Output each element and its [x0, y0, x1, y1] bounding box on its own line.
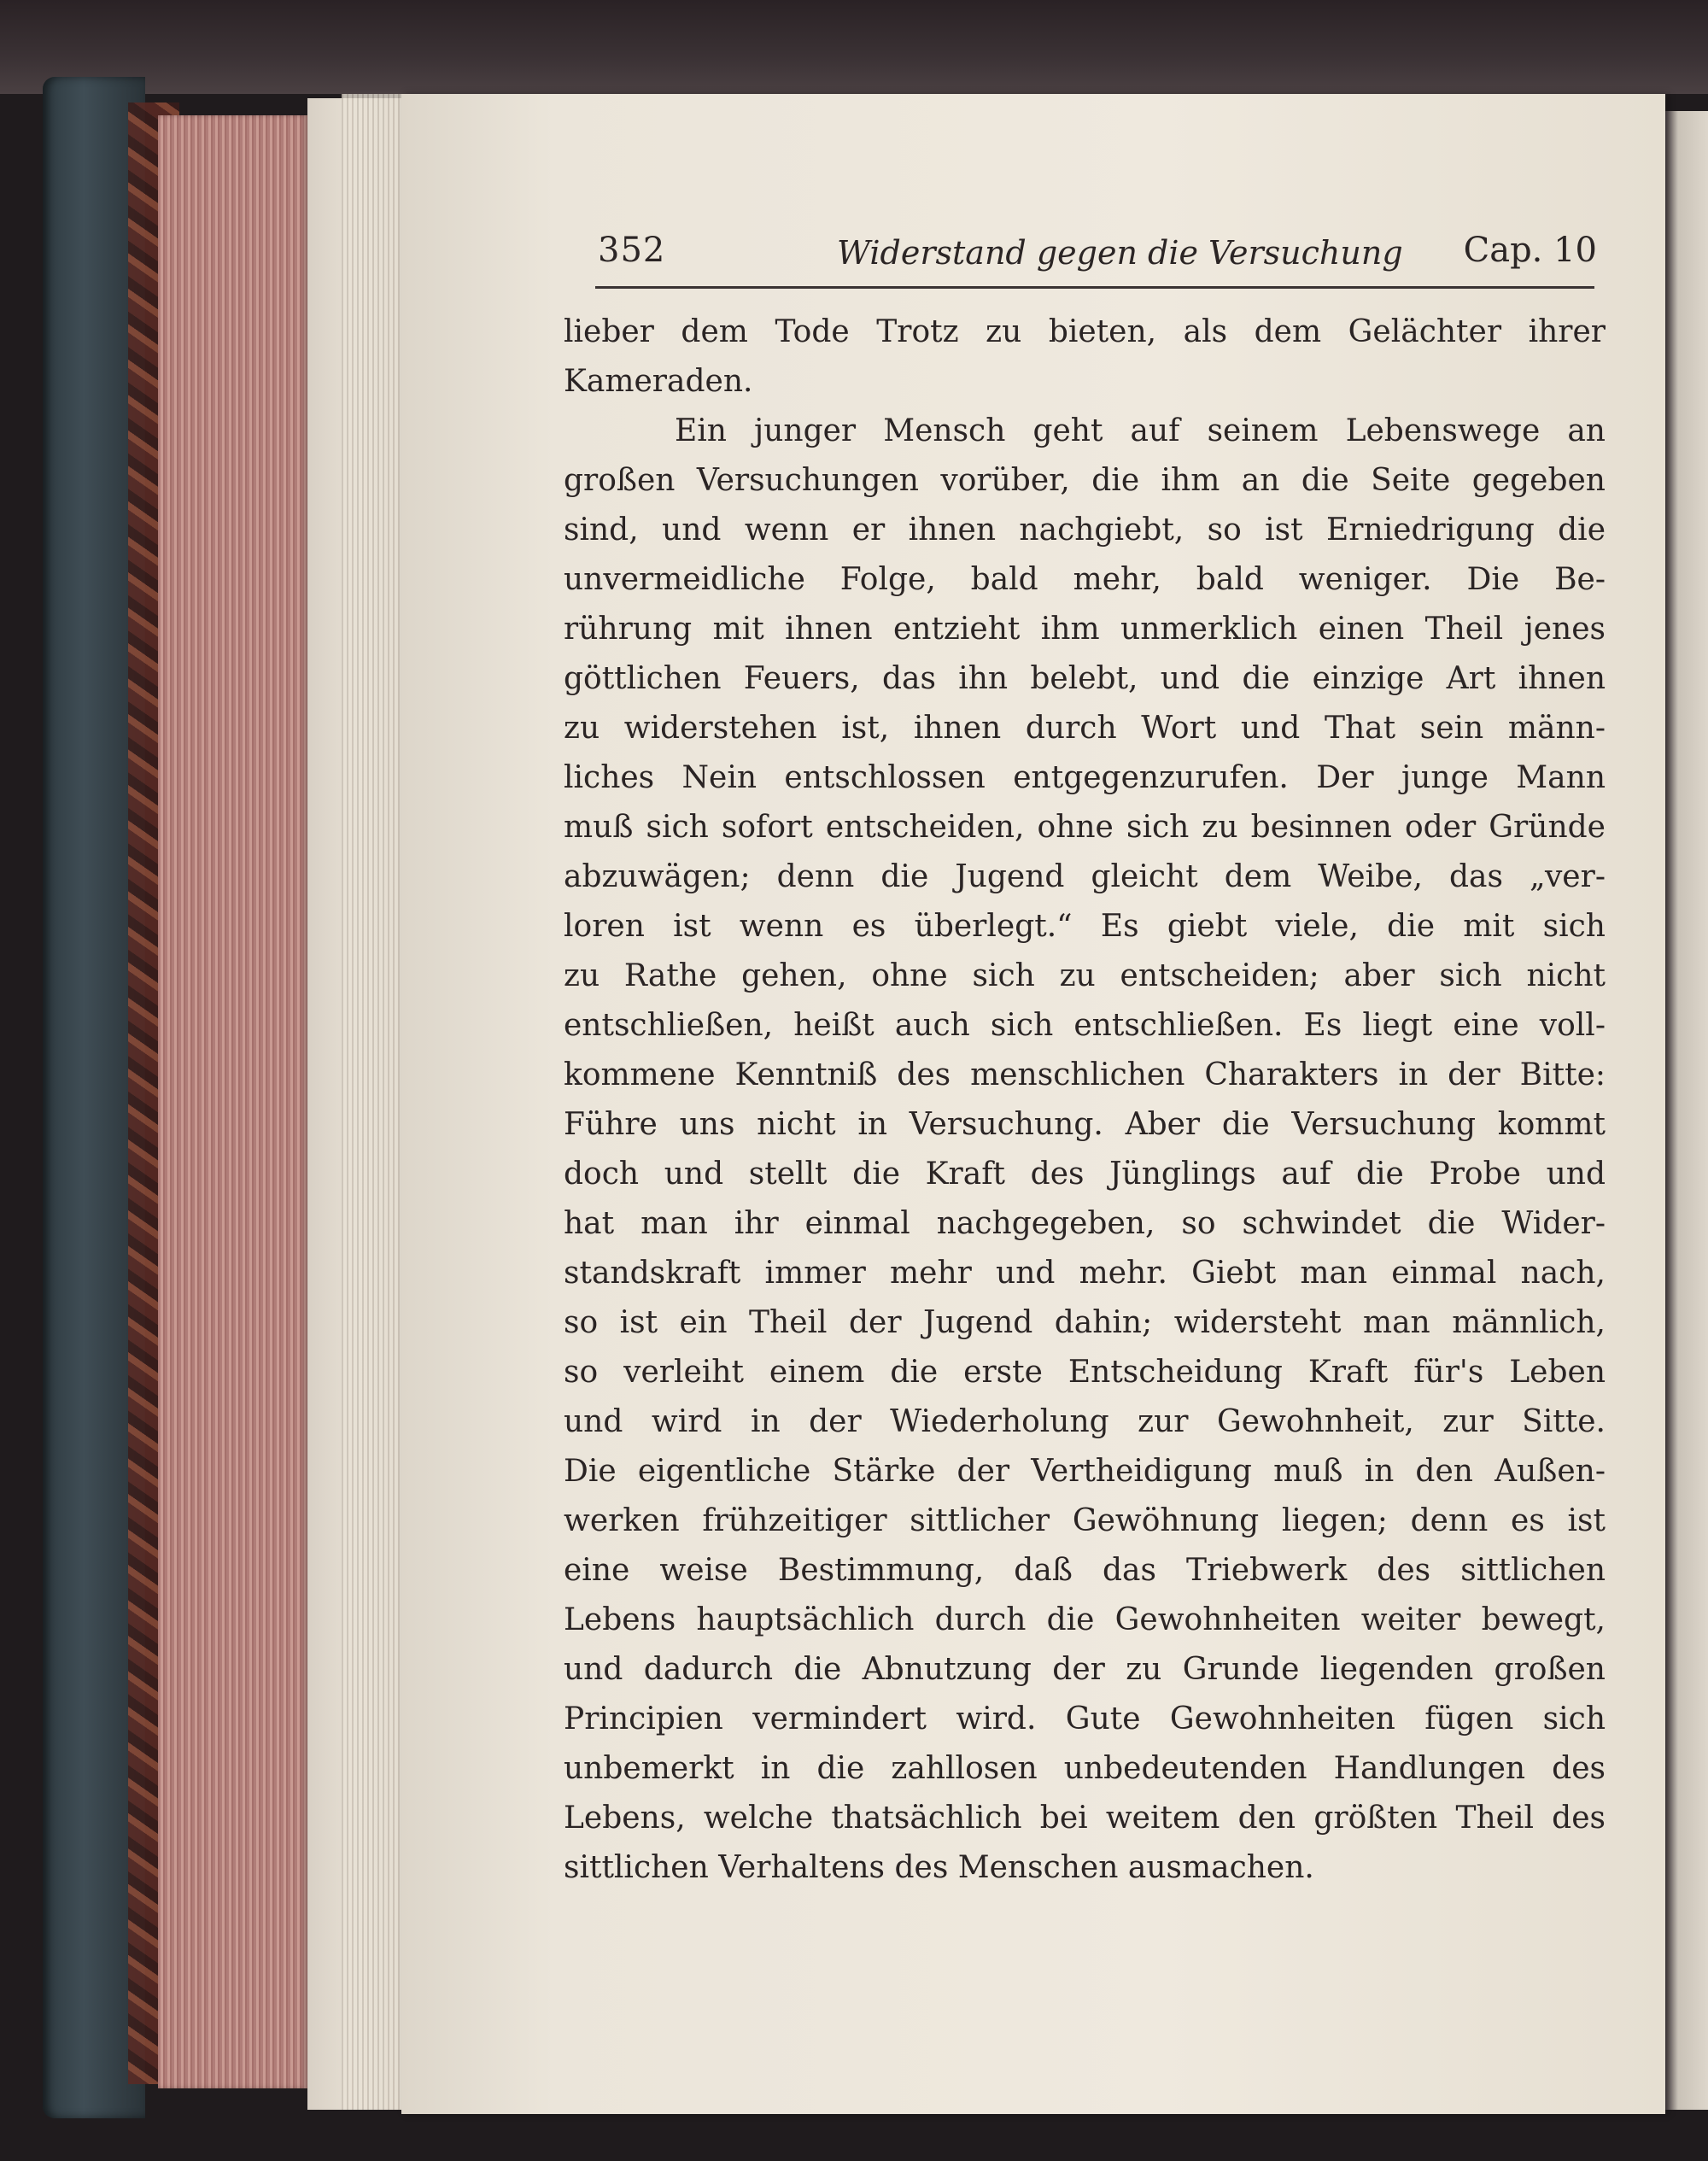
text-line: Lebens, welche thatsächlich bei weitem den größten Theil des — [564, 1801, 1606, 1836]
text-line: hat man ihr einmal nachgegeben, so schwindet die Wider- — [564, 1206, 1606, 1241]
chapter-label: Cap. 10 — [1463, 231, 1597, 270]
stacked-page-edges — [342, 94, 401, 2110]
text-line: abzuwägen; denn die Jugend gleicht dem Weibe, das „ver- — [564, 859, 1606, 894]
page-edges — [158, 115, 307, 2088]
text-line: Führe uns nicht in Versuchung. Aber die Versuchung kommt — [564, 1107, 1606, 1142]
text-line: unbemerkt in die zahllosen unbedeutenden Handlungen des — [564, 1751, 1606, 1786]
body-text — [564, 307, 1606, 1893]
text-line: Kameraden. — [564, 364, 753, 399]
background-top — [0, 0, 1708, 94]
text-line: Principien vermindert wird. Gute Gewohnheiten fügen sich — [564, 1701, 1606, 1736]
text-line: sind, und wenn er ihnen nachgiebt, so ist Erniedrigung die — [564, 512, 1606, 548]
text-line: göttlichen Feuers, das ihn belebt, und die einzige Art ihnen — [564, 661, 1606, 696]
text-line: muß sich sofort entscheiden, ohne sich zu besinnen oder Gründe — [564, 810, 1606, 845]
text-line: kommene Kenntniß des menschlichen Charakters in der Bitte: — [564, 1057, 1606, 1092]
text-line: großen Versuchungen vorüber, die ihm an die Seite gegeben — [564, 463, 1606, 498]
text-line: entschließen, heißt auch sich entschließen. Es liegt eine voll- — [564, 1008, 1606, 1043]
page-number: 352 — [598, 231, 666, 270]
text-line: sittlichen Verhaltens des Menschen ausmachen. — [564, 1850, 1314, 1885]
text-line: rührung mit ihnen entzieht ihm unmerklich einen Theil jenes — [564, 612, 1606, 647]
text-line: zu widerstehen ist, ihnen durch Wort und That sein männ- — [564, 711, 1606, 746]
running-title: Widerstand gegen die Versuchung — [837, 234, 1403, 272]
text-line: so ist ein Theil der Jugend dahin; widersteht man männlich, — [564, 1305, 1606, 1340]
text-line: eine weise Bestimmung, daß das Triebwerk des sittlichen — [564, 1553, 1606, 1588]
text-line: werken frühzeitiger sittlicher Gewöhnung liegen; denn es ist — [564, 1503, 1606, 1538]
text-line: Ein junger Mensch geht auf seinem Lebenswege an — [675, 413, 1606, 448]
text-line: so verleiht einem die erste Entscheidung Kraft für's Leben — [564, 1355, 1606, 1390]
text-line: Lebens hauptsächlich durch die Gewohnheiten weiter bewegt, — [564, 1602, 1606, 1637]
text-line: unvermeidliche Folge, bald mehr, bald weniger. Die Be- — [564, 562, 1606, 597]
running-header — [598, 231, 1597, 282]
text-line: lieber dem Tode Trotz zu bieten, als dem Gelächter ihrer — [564, 314, 1606, 349]
header-rule — [595, 286, 1594, 289]
text-line: Die eigentliche Stärke der Vertheidigung muß in den Außen- — [564, 1454, 1606, 1489]
text-line: und dadurch die Abnutzung der zu Grunde liegenden großen — [564, 1652, 1606, 1687]
facing-page-edge — [1665, 111, 1708, 2110]
text-line: und wird in der Wiederholung zur Gewohnheit, zur Sitte. — [564, 1404, 1606, 1439]
text-line: zu Rathe gehen, ohne sich zu entscheiden; aber sich nicht — [564, 958, 1606, 993]
text-line: standskraft immer mehr und mehr. Giebt man einmal nach, — [564, 1256, 1606, 1291]
text-line: doch und stellt die Kraft des Jünglings auf die Probe und — [564, 1157, 1606, 1192]
text-line: liches Nein entschlossen entgegenzurufen. Der junge Mann — [564, 760, 1606, 795]
text-line: loren ist wenn es überlegt.“ Es giebt viele, die mit sich — [564, 909, 1606, 944]
